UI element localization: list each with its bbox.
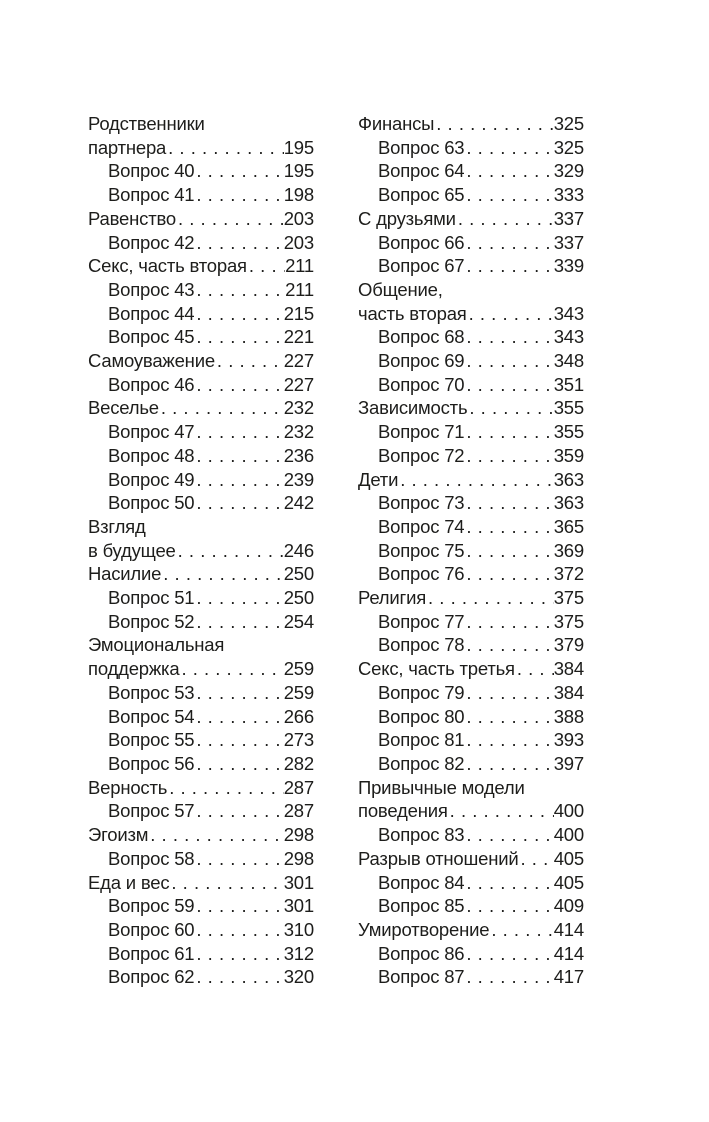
toc-question-entry [358, 159, 584, 183]
toc-section-entry [358, 112, 584, 136]
toc-question-entry [358, 965, 584, 989]
toc-entry-page: 221 [283, 326, 314, 348]
toc-entry-label: Вопрос 40 [108, 160, 195, 182]
toc-entry-label: Равенство [88, 207, 176, 229]
toc-entry-label: Вопрос 83 [378, 824, 465, 846]
dot-leader [171, 871, 283, 895]
toc-entry-page: 259 [283, 681, 314, 703]
toc-question-entry [88, 847, 314, 871]
toc-entry-label: Вопрос 55 [108, 729, 195, 751]
toc-entry-page: 343 [553, 326, 584, 348]
toc-entry-page: 379 [553, 634, 584, 656]
toc-entry-page: 339 [553, 255, 584, 277]
toc-question-entry [358, 894, 584, 918]
toc-section-entry [358, 278, 584, 302]
toc-entry-label: Насилие [88, 563, 162, 585]
dot-leader [168, 136, 284, 160]
toc-entry-label: Родственники [88, 113, 205, 134]
toc-question-entry [88, 278, 314, 302]
toc-entry-label: Взгляд [88, 515, 146, 537]
toc-entry-label: Финансы [358, 113, 435, 134]
toc-entry-page: 236 [283, 444, 314, 466]
toc-entry-label: Вопрос 57 [108, 800, 195, 822]
toc-entry-page: 329 [553, 160, 584, 182]
dot-leader [178, 539, 284, 563]
toc-entry-label: Общение, [358, 278, 443, 300]
toc-entry-page: 259 [283, 658, 314, 680]
toc-page [88, 112, 584, 989]
toc-entry-page: 282 [283, 752, 314, 774]
dot-leader [521, 847, 554, 871]
toc-entry-page: 359 [553, 444, 584, 466]
toc-entry-label: Вопрос 87 [378, 966, 465, 988]
toc-entry-label: Вопрос 73 [378, 492, 465, 514]
dot-leader [466, 752, 553, 776]
toc-question-entry [88, 183, 314, 207]
toc-entry-label: Вопрос 79 [378, 681, 465, 703]
toc-entry-label: в будущее [88, 539, 176, 561]
toc-entry-label: Вопрос 42 [108, 231, 195, 253]
dot-leader [196, 894, 283, 918]
toc-entry-page: 232 [283, 397, 314, 419]
toc-entry-page: 355 [553, 397, 584, 419]
toc-entry-label: Вопрос 62 [108, 966, 195, 988]
toc-entry-label: Вопрос 66 [378, 231, 465, 253]
toc-entry-page: 375 [553, 587, 584, 609]
dot-leader [196, 231, 283, 255]
dot-leader [163, 562, 283, 586]
dot-leader [196, 302, 283, 326]
dot-leader [466, 894, 553, 918]
toc-entry-page: 409 [553, 895, 584, 917]
toc-entry-label: Вопрос 46 [108, 373, 195, 395]
dot-leader [196, 159, 283, 183]
toc-question-entry [358, 444, 584, 468]
toc-entry-label: Вопрос 54 [108, 705, 195, 727]
dot-leader [466, 373, 553, 397]
toc-entry-label: поведения [358, 800, 448, 822]
toc-question-entry [358, 681, 584, 705]
toc-question-entry [88, 468, 314, 492]
toc-section-entry [88, 823, 314, 847]
toc-question-entry [88, 681, 314, 705]
toc-entry-page: 254 [283, 610, 314, 632]
toc-section-entry [358, 799, 584, 823]
dot-leader [181, 657, 283, 681]
toc-section-entry [358, 396, 584, 420]
toc-section-entry [88, 633, 314, 657]
toc-section-entry [88, 207, 314, 231]
toc-question-entry [358, 420, 584, 444]
dot-leader [196, 705, 283, 729]
dot-leader [466, 681, 553, 705]
dot-leader [466, 633, 553, 657]
toc-question-entry [358, 349, 584, 373]
toc-entry-page: 310 [283, 918, 314, 940]
toc-entry-label: С друзьями [358, 207, 456, 229]
dot-leader [196, 918, 283, 942]
dot-leader [466, 444, 553, 468]
toc-question-entry [88, 325, 314, 349]
toc-entry-page: 242 [283, 492, 314, 514]
toc-entry-label: Вопрос 82 [378, 752, 465, 774]
dot-leader [466, 965, 553, 989]
toc-entry-label: Вопрос 84 [378, 871, 465, 893]
dot-leader [400, 468, 554, 492]
toc-question-entry [358, 136, 584, 160]
dot-leader [196, 728, 283, 752]
toc-entry-page: 239 [283, 468, 314, 490]
toc-entry-page: 388 [553, 705, 584, 727]
toc-section-entry [358, 207, 584, 231]
toc-entry-page: 301 [283, 871, 314, 893]
dot-leader [161, 396, 284, 420]
toc-entry-label: Вопрос 85 [378, 895, 465, 917]
dot-leader [466, 231, 553, 255]
dot-leader [196, 278, 285, 302]
toc-section-entry [88, 112, 314, 136]
toc-entry-page: 211 [285, 278, 314, 300]
dot-leader [466, 515, 553, 539]
dot-leader [466, 136, 553, 160]
toc-entry-label: часть вторая [358, 302, 467, 324]
toc-entry-page: 393 [553, 729, 584, 751]
toc-entry-page: 287 [283, 776, 314, 798]
toc-entry-label: Умиротворение [358, 918, 490, 940]
dot-leader [196, 752, 283, 776]
toc-entry-label: Вопрос 69 [378, 350, 465, 372]
dot-leader [466, 823, 553, 847]
toc-section-entry [358, 847, 584, 871]
toc-entry-label: Привычные модели [358, 776, 525, 798]
dot-leader [517, 657, 554, 681]
toc-entry-label: Веселье [88, 397, 159, 419]
toc-entry-page: 198 [283, 184, 314, 206]
toc-entry-page: 405 [553, 847, 584, 869]
toc-entry-label: Религия [358, 587, 427, 609]
toc-question-entry [88, 159, 314, 183]
dot-leader [466, 349, 553, 373]
toc-entry-label: Вопрос 44 [108, 302, 195, 324]
toc-entry-page: 227 [283, 350, 314, 372]
toc-section-entry [88, 657, 314, 681]
toc-entry-page: 375 [553, 610, 584, 632]
toc-entry-label: Вопрос 75 [378, 539, 465, 561]
toc-entry-page: 215 [283, 302, 314, 324]
toc-entry-page: 355 [553, 421, 584, 443]
toc-question-entry [358, 515, 584, 539]
toc-entry-page: 363 [553, 492, 584, 514]
toc-question-entry [358, 562, 584, 586]
toc-entry-page: 325 [553, 136, 584, 158]
toc-entry-label: Вопрос 59 [108, 895, 195, 917]
dot-leader [196, 610, 283, 634]
toc-entry-page: 405 [553, 871, 584, 893]
toc-entry-page: 414 [553, 942, 584, 964]
toc-entry-page: 397 [553, 752, 584, 774]
dot-leader [169, 776, 284, 800]
toc-entry-page: 400 [553, 824, 584, 846]
toc-entry-label: Вопрос 78 [378, 634, 465, 656]
dot-leader [196, 183, 283, 207]
toc-question-entry [358, 871, 584, 895]
toc-question-entry [88, 586, 314, 610]
toc-entry-label: Вопрос 65 [378, 184, 465, 206]
dot-leader [466, 562, 553, 586]
dot-leader [466, 610, 553, 634]
toc-section-entry [358, 468, 584, 492]
toc-section-entry [358, 302, 584, 326]
toc-section-entry [88, 254, 314, 278]
toc-question-entry [358, 491, 584, 515]
toc-question-entry [358, 942, 584, 966]
toc-entry-label: Эгоизм [88, 824, 149, 846]
toc-question-entry [88, 728, 314, 752]
toc-entry-page: 400 [553, 800, 584, 822]
dot-leader [436, 112, 553, 136]
toc-entry-label: Вопрос 70 [378, 373, 465, 395]
toc-entry-page: 195 [283, 136, 314, 158]
toc-entry-label: Вопрос 52 [108, 610, 195, 632]
toc-question-entry [88, 231, 314, 255]
dot-leader [196, 847, 283, 871]
dot-leader [196, 325, 283, 349]
toc-entry-label: Вопрос 72 [378, 444, 465, 466]
toc-entry-label: Вопрос 47 [108, 421, 195, 443]
toc-entry-page: 227 [283, 373, 314, 395]
dot-leader [466, 325, 553, 349]
toc-entry-page: 320 [283, 966, 314, 988]
toc-entry-label: Вопрос 74 [378, 515, 465, 537]
dot-leader [469, 396, 553, 420]
toc-entry-page: 203 [283, 231, 314, 253]
toc-question-entry [88, 918, 314, 942]
dot-leader [196, 799, 283, 823]
dot-leader [466, 705, 553, 729]
dot-leader [466, 942, 553, 966]
toc-entry-label: Вопрос 56 [108, 752, 195, 774]
toc-entry-page: 312 [283, 942, 314, 964]
toc-question-entry [88, 705, 314, 729]
dot-leader [196, 942, 283, 966]
toc-section-entry [88, 871, 314, 895]
toc-entry-page: 348 [553, 350, 584, 372]
dot-leader [466, 420, 553, 444]
toc-question-entry [358, 539, 584, 563]
dot-leader [466, 254, 553, 278]
dot-leader [196, 420, 283, 444]
toc-entry-page: 287 [283, 800, 314, 822]
toc-entry-page: 266 [283, 705, 314, 727]
toc-question-entry [358, 254, 584, 278]
toc-column-left [88, 112, 314, 989]
toc-entry-page: 250 [283, 563, 314, 585]
toc-entry-page: 195 [283, 160, 314, 182]
dot-leader [450, 799, 554, 823]
toc-entry-page: 384 [553, 681, 584, 703]
toc-section-entry [88, 562, 314, 586]
toc-question-entry [88, 942, 314, 966]
toc-section-entry [358, 918, 584, 942]
toc-section-entry [88, 396, 314, 420]
dot-leader [466, 491, 553, 515]
toc-entry-label: Вопрос 81 [378, 729, 465, 751]
dot-leader [491, 918, 553, 942]
toc-entry-label: Вопрос 50 [108, 492, 195, 514]
toc-entry-label: Вопрос 63 [378, 136, 465, 158]
toc-entry-label: Секс, часть третья [358, 658, 515, 680]
toc-entry-label: Вопрос 80 [378, 705, 465, 727]
toc-entry-label: Вопрос 71 [378, 421, 465, 443]
toc-entry-page: 365 [553, 515, 584, 537]
toc-entry-page: 298 [283, 847, 314, 869]
toc-entry-label: Вопрос 45 [108, 326, 195, 348]
toc-question-entry [358, 752, 584, 776]
toc-section-entry [88, 349, 314, 373]
dot-leader [466, 728, 553, 752]
toc-entry-label: Вопрос 76 [378, 563, 465, 585]
toc-section-entry [88, 539, 314, 563]
toc-entry-page: 351 [553, 373, 584, 395]
toc-entry-label: Зависимость [358, 397, 468, 419]
toc-entry-label: Вопрос 51 [108, 587, 195, 609]
toc-question-entry [88, 420, 314, 444]
toc-entry-label: Еда и вес [88, 871, 170, 893]
toc-entry-page: 337 [553, 207, 584, 229]
toc-entry-label: партнера [88, 136, 167, 158]
toc-entry-page: 273 [283, 729, 314, 751]
toc-entry-label: Секс, часть вторая [88, 255, 247, 277]
toc-entry-page: 232 [283, 421, 314, 443]
toc-entry-label: Вопрос 61 [108, 942, 195, 964]
toc-entry-page: 384 [553, 658, 584, 680]
toc-section-entry [88, 776, 314, 800]
toc-question-entry [358, 633, 584, 657]
toc-entry-page: 417 [553, 966, 584, 988]
dot-leader [196, 491, 283, 515]
dot-leader [196, 681, 283, 705]
dot-leader [217, 349, 284, 373]
toc-entry-page: 325 [553, 113, 584, 134]
toc-column-right [358, 112, 584, 989]
toc-question-entry [358, 610, 584, 634]
dot-leader [196, 468, 283, 492]
toc-question-entry [358, 231, 584, 255]
toc-entry-label: Вопрос 67 [378, 255, 465, 277]
toc-entry-page: 369 [553, 539, 584, 561]
toc-entry-label: Эмоциональная [88, 634, 225, 656]
toc-section-entry [358, 657, 584, 681]
toc-question-entry [88, 491, 314, 515]
toc-entry-label: Вопрос 49 [108, 468, 195, 490]
toc-question-entry [88, 965, 314, 989]
dot-leader [469, 302, 554, 326]
dot-leader [249, 254, 285, 278]
dot-leader [178, 207, 284, 231]
toc-question-entry [88, 894, 314, 918]
toc-question-entry [88, 444, 314, 468]
toc-entry-label: Самоуважение [88, 350, 215, 372]
toc-entry-page: 337 [553, 231, 584, 253]
toc-entry-label: Вопрос 53 [108, 681, 195, 703]
toc-section-entry [358, 586, 584, 610]
dot-leader [466, 871, 553, 895]
toc-entry-label: Верность [88, 776, 168, 798]
toc-entry-label: Разрыв отношений [358, 847, 519, 869]
toc-question-entry [358, 728, 584, 752]
toc-section-entry [88, 136, 314, 160]
toc-question-entry [358, 823, 584, 847]
toc-question-entry [88, 373, 314, 397]
dot-leader [466, 159, 553, 183]
dot-leader [428, 586, 554, 610]
toc-entry-page: 414 [553, 918, 584, 940]
dot-leader [196, 965, 283, 989]
toc-question-entry [358, 373, 584, 397]
dot-leader [196, 586, 283, 610]
toc-question-entry [88, 799, 314, 823]
toc-entry-page: 246 [283, 539, 314, 561]
toc-entry-page: 250 [283, 587, 314, 609]
toc-entry-label: Вопрос 41 [108, 184, 195, 206]
toc-entry-page: 211 [285, 255, 314, 277]
dot-leader [196, 373, 283, 397]
toc-entry-page: 301 [283, 895, 314, 917]
toc-entry-label: Вопрос 68 [378, 326, 465, 348]
toc-entry-label: Вопрос 43 [108, 278, 195, 300]
toc-section-entry [88, 515, 314, 539]
toc-question-entry [88, 302, 314, 326]
toc-section-entry [358, 776, 584, 800]
toc-entry-label: Вопрос 48 [108, 444, 195, 466]
toc-question-entry [358, 705, 584, 729]
toc-entry-page: 298 [283, 824, 314, 846]
toc-question-entry [88, 610, 314, 634]
toc-question-entry [88, 752, 314, 776]
toc-entry-label: Вопрос 86 [378, 942, 465, 964]
toc-entry-page: 372 [553, 563, 584, 585]
toc-question-entry [358, 325, 584, 349]
dot-leader [466, 183, 553, 207]
toc-question-entry [358, 183, 584, 207]
toc-entry-page: 203 [283, 207, 314, 229]
toc-entry-page: 363 [553, 468, 584, 490]
toc-entry-label: Вопрос 77 [378, 610, 465, 632]
toc-entry-page: 333 [553, 184, 584, 206]
toc-entry-label: Вопрос 60 [108, 918, 195, 940]
dot-leader [150, 823, 283, 847]
dot-leader [458, 207, 554, 231]
toc-entry-page: 343 [553, 302, 584, 324]
dot-leader [196, 444, 283, 468]
toc-entry-label: поддержка [88, 658, 180, 680]
toc-entry-label: Дети [358, 468, 399, 490]
toc-entry-label: Вопрос 58 [108, 847, 195, 869]
toc-entry-label: Вопрос 64 [378, 160, 465, 182]
dot-leader [466, 539, 553, 563]
